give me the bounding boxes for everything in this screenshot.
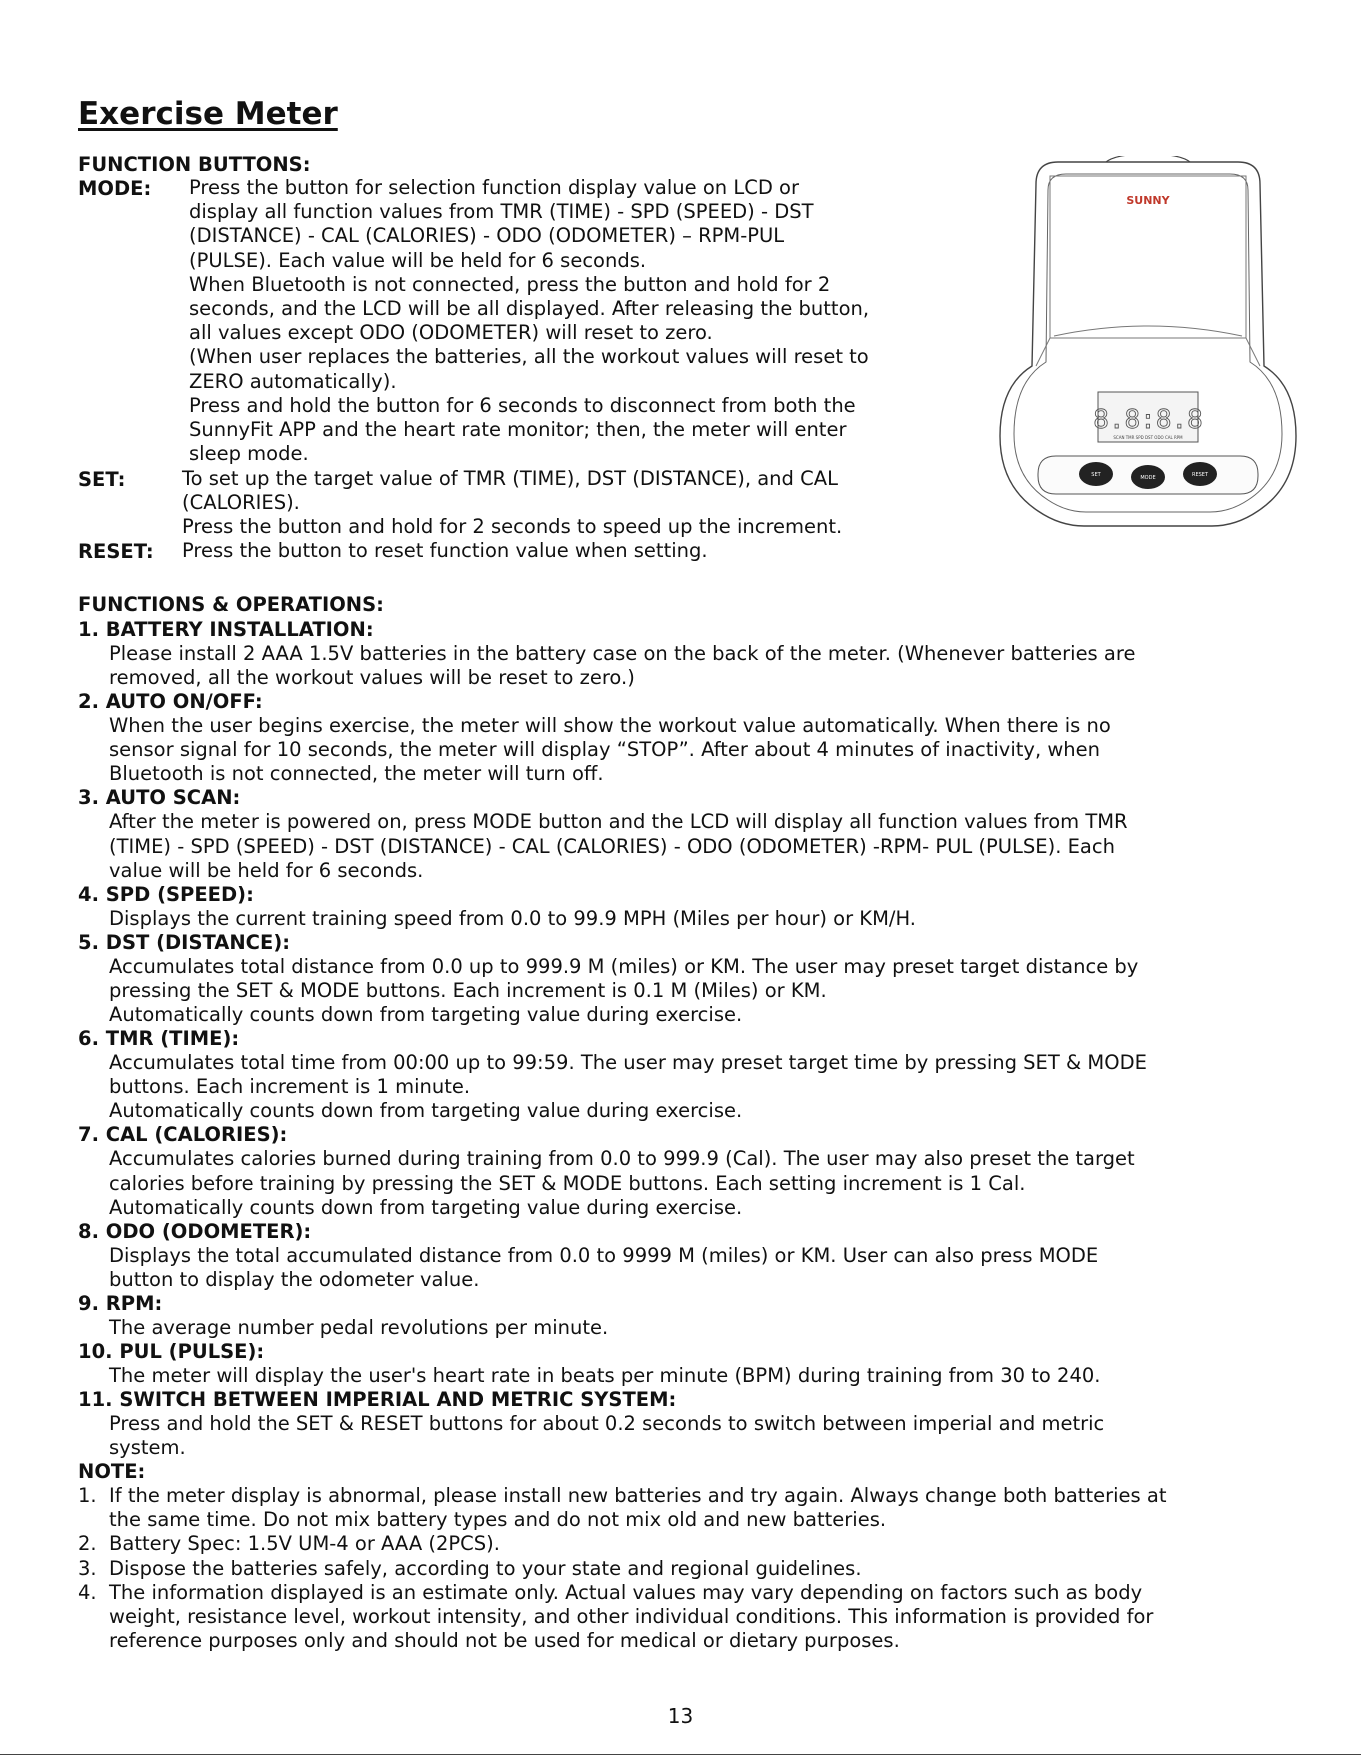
function-buttons-heading: FUNCTION BUTTONS: [78, 153, 311, 176]
function-item-title: 6. TMR (TIME): [78, 1027, 240, 1051]
function-item-line: The meter will display the user's heart rate in beats per minute (BPM) during training from 30 to 240. [109, 1363, 1101, 1387]
svg-text:MODE: MODE [1140, 475, 1156, 481]
set-label: SET: [78, 468, 126, 491]
description-line: SunnyFit APP and the heart rate monitor; then, the meter will enter [189, 417, 847, 441]
function-item-line: button to display the odometer value. [109, 1267, 480, 1291]
function-item-line: value will be held for 6 seconds. [109, 858, 424, 882]
svg-text:SET: SET [1091, 472, 1101, 478]
note-line: the same time. Do not mix battery types and do not mix old and new batteries. [78, 1508, 887, 1532]
function-item [78, 1388, 1338, 1460]
description-line: (PULSE). Each value will be held for 6 seconds. [189, 248, 647, 272]
description-line: Press and hold the button for 6 seconds to disconnect from both the [189, 393, 856, 417]
description-line: sleep mode. [189, 442, 309, 466]
function-item-title: 11. SWITCH BETWEEN IMPERIAL AND METRIC SYSTEM: [78, 1388, 677, 1412]
function-item-line: Automatically counts down from targeting value during exercise. [109, 1003, 743, 1027]
description-line: all values except ODO (ODOMETER) will reset to zero. [189, 321, 713, 345]
description-line: (DISTANCE) - CAL (CALORIES) - ODO (ODOMETER) – RPM-PUL [189, 224, 785, 248]
note-heading: NOTE: [78, 1460, 146, 1484]
function-item-line: Bluetooth is not connected, the meter will turn off. [109, 762, 604, 786]
note-line: reference purposes only and should not be used for medical or dietary purposes. [78, 1628, 900, 1652]
function-item [78, 931, 1338, 1027]
note-line: 3. Dispose the batteries safely, according to your state and regional guidelines. [78, 1556, 862, 1580]
reset-description [182, 539, 708, 563]
function-item-title: 9. RPM: [78, 1291, 163, 1315]
lcd-digits: 8.8:8.8 [1093, 405, 1203, 435]
function-item-line: Automatically counts down from targeting value during exercise. [109, 1195, 743, 1219]
function-item-line: removed, all the workout values will be reset to zero.) [109, 666, 635, 690]
function-item [78, 883, 1338, 931]
bottom-rule [0, 1754, 1361, 1755]
function-item-line: sensor signal for 10 seconds, the meter will display “STOP”. After about 4 minutes of inactivity, when [109, 738, 1101, 762]
function-item-line: Displays the current training speed from 0.0 to 99.9 MPH (Miles per hour) or KM/H. [109, 906, 916, 930]
function-item-line: (TIME) - SPD (SPEED) - DST (DISTANCE) - CAL (CALORIES) - ODO (ODOMETER) -RPM- PUL (PULSE). Each [109, 834, 1115, 858]
function-item-line: Accumulates calories burned during training from 0.0 to 999.9 (Cal). The user may also preset the target [109, 1147, 1135, 1171]
note-line: 2. Battery Spec: 1.5V UM-4 or AAA (2PCS). [78, 1532, 500, 1556]
function-item-line: pressing the SET & MODE buttons. Each increment is 0.1 M (Miles) or KM. [109, 978, 827, 1002]
functions-list [78, 618, 1338, 1653]
function-item-line: calories before training by pressing the SET & MODE buttons. Each setting increment is 1 Cal. [109, 1171, 1026, 1195]
function-item [78, 690, 1338, 786]
function-item-line: system. [109, 1436, 186, 1460]
note-list [78, 1484, 1338, 1653]
function-item [78, 1027, 1338, 1123]
function-item-line: After the meter is powered on, press MODE button and the LCD will display all function values from TMR [109, 810, 1128, 834]
reset-label: RESET: [78, 540, 154, 563]
page-title: Exercise Meter [78, 96, 338, 132]
description-line: Press the button and hold for 2 seconds to speed up the increment. [182, 515, 843, 539]
svg-text:RESET: RESET [1191, 472, 1209, 478]
description-line: display all function values from TMR (TIME) - SPD (SPEED) - DST [189, 200, 814, 224]
function-item [78, 1123, 1338, 1219]
function-item [78, 1340, 1338, 1388]
function-item-line: Please install 2 AAA 1.5V batteries in the battery case on the back of the meter. (Whenever batteries are [109, 642, 1136, 665]
function-item-line: Accumulates total time from 00:00 up to 99:59. The user may preset target time by pressing SET & MODE [109, 1051, 1147, 1075]
function-item-line: Accumulates total distance from 0.0 up to 999.9 M (miles) or KM. The user may preset target distance by [109, 954, 1139, 978]
function-item-title: 4. SPD (SPEED): [78, 882, 254, 906]
function-item-line: The average number pedal revolutions per minute. [109, 1315, 609, 1339]
function-item-title: 7. CAL (CALORIES): [78, 1123, 288, 1147]
function-item-line: Displays the total accumulated distance from 0.0 to 9999 M (miles) or KM. User can also press MODE [109, 1243, 1099, 1267]
description-line: Press the button for selection function display value on LCD or [189, 176, 799, 199]
function-item [78, 1220, 1338, 1292]
lcd-labels: SCAN TMR SPD DST ODO CAL RPM [1113, 435, 1183, 440]
function-item-title: 10. PUL (PULSE): [78, 1339, 265, 1363]
description-line: (CALORIES). [182, 491, 300, 515]
functions-heading: FUNCTIONS & OPERATIONS: [78, 593, 384, 616]
meter-brand-logo: SUNNY [1126, 194, 1170, 207]
function-item [78, 618, 1338, 690]
description-line: To set up the target value of TMR (TIME), DST (DISTANCE), and CAL [182, 467, 838, 490]
function-item-title: 2. AUTO ON/OFF: [78, 690, 263, 714]
note-line: 1. If the meter display is abnormal, please install new batteries and try again. Always change both batteries at [78, 1484, 1167, 1508]
function-item-line: Press and hold the SET & RESET buttons for about 0.2 seconds to switch between imperial and metric [109, 1412, 1105, 1436]
function-item-title: 5. DST (DISTANCE): [78, 930, 291, 954]
set-description [182, 467, 842, 540]
mode-label: MODE: [78, 177, 152, 200]
function-item-title: 8. ODO (ODOMETER): [78, 1219, 312, 1243]
function-item-title: 3. AUTO SCAN: [78, 786, 241, 810]
meter-illustration [996, 156, 1300, 536]
function-item-line: Automatically counts down from targeting value during exercise. [109, 1099, 743, 1123]
page-number: 13 [667, 1704, 694, 1728]
function-item-line: buttons. Each increment is 1 minute. [109, 1075, 471, 1099]
note-line: 4. The information displayed is an estimate only. Actual values may vary depending on factors such as body [78, 1580, 1143, 1604]
function-item-title: 1. BATTERY INSTALLATION: [78, 618, 374, 641]
note-line: weight, resistance level, workout intensity, and other individual conditions. This information is provided for [78, 1604, 1154, 1628]
function-item [78, 1292, 1338, 1340]
description-line: ZERO automatically). [189, 369, 397, 393]
description-line: (When user replaces the batteries, all the workout values will reset to [189, 345, 869, 369]
description-line: Press the button to reset function value when setting. [182, 539, 708, 562]
description-line: When Bluetooth is not connected, press the button and hold for 2 [189, 272, 831, 296]
description-line: seconds, and the LCD will be all displayed. After releasing the button, [189, 296, 870, 320]
function-item [78, 786, 1338, 882]
mode-description [189, 176, 869, 466]
function-item-line: When the user begins exercise, the meter will show the workout value automatically. When there is no [109, 714, 1111, 738]
